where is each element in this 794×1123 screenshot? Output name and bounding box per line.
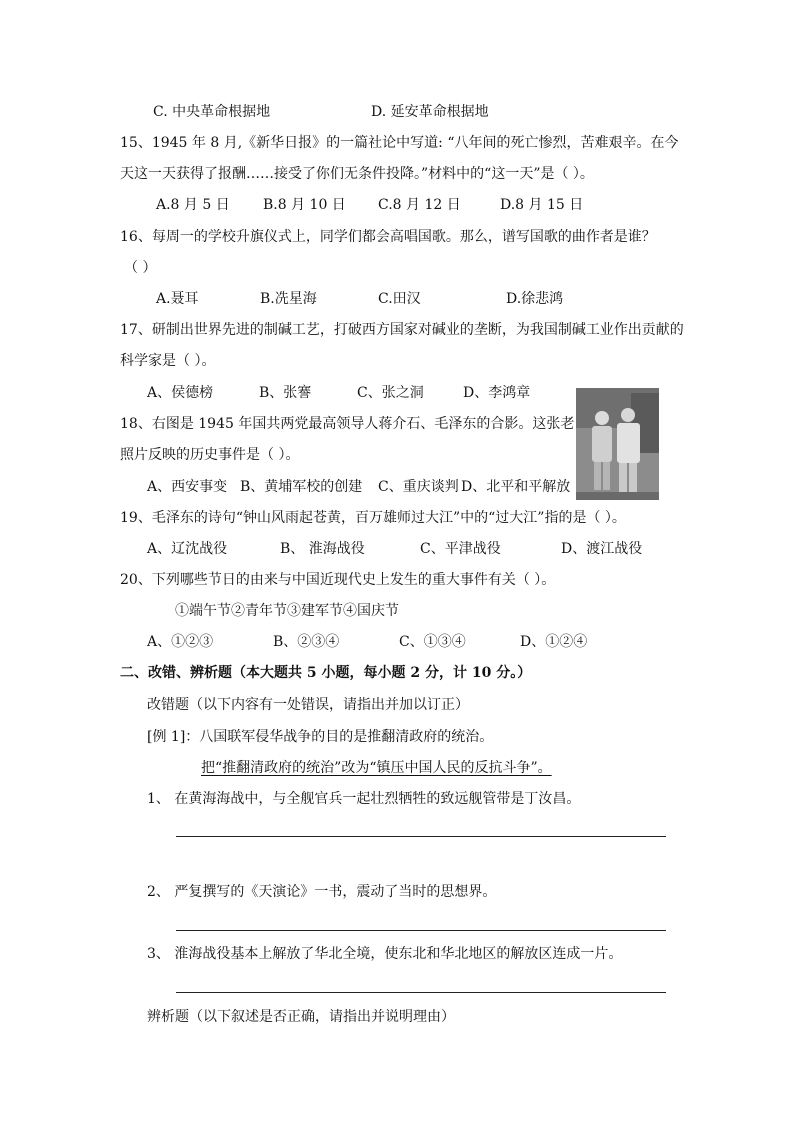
q16-option-d: D.徐悲鸿 <box>506 291 564 307</box>
correction-item-1: 1、 在黄海海战中，与全舰官兵一起壮烈牺牲的致远舰管带是丁汝昌。 <box>147 791 581 807</box>
q17-option-b: B、张謇 <box>259 385 312 401</box>
q17-stem-line2: 科学家是（ ）。 <box>120 353 216 369</box>
q15-stem-line2: 天这一天获得了报酬……接受了你们无条件投降。”材料中的“这一天”是（ ）。 <box>120 166 594 182</box>
q18-option-b: B、黄埔军校的创建 <box>240 479 363 495</box>
q20-items: ①端午节②青年节③建军节④国庆节 <box>175 603 399 619</box>
q14-option-d: D. 延安革命根据地 <box>371 104 489 120</box>
q16-option-a: A.聂耳 <box>156 291 199 307</box>
section2-title: 二、改错、辨析题（本大题共 5 小题，每小题 2 分，计 10 分。） <box>120 665 532 681</box>
q15-option-c: C.8 月 12 日 <box>378 197 461 213</box>
answer-line-2[interactable] <box>176 930 666 931</box>
q19-stem-line1: 19、毛泽东的诗句“钟山风雨起苍黄，百万雄师过大江”中的“过大江”指的是（ ）。 <box>120 510 626 526</box>
q15-option-d: D.8 月 15 日 <box>500 197 584 213</box>
analysis-intro: 辨析题（以下叙述是否正确，请指出并说明理由） <box>147 1009 455 1025</box>
q18-stem-line1: 18、右图是 1945 年国共两党最高领导人蒋介石、毛泽东的合影。这张老 <box>120 416 575 432</box>
correction-item-2: 2、 严复撰写的《天演论》一书，震动了当时的思想界。 <box>147 884 497 900</box>
q16-option-b: B.冼星海 <box>260 291 317 307</box>
q15-option-a: A.8 月 5 日 <box>156 197 230 213</box>
q17-option-d: D、李鸿章 <box>463 385 531 401</box>
q15-stem-line1: 15、1945 年 8 月,《新华日报》的一篇社论中写道: “八年间的死亡惨烈，苦难艰辛。在今 <box>120 135 679 151</box>
q16-stem-line1: 16、每周一的学校升旗仪式上，同学们都会高唱国歌。那么，谱写国歌的曲作者是谁？ <box>120 229 656 245</box>
q14-option-c: C. 中央革命根据地 <box>153 104 271 120</box>
q16-option-c: C.田汉 <box>378 291 421 307</box>
q20-option-c: C、①③④ <box>399 634 466 650</box>
historical-photo <box>576 388 659 500</box>
q19-option-d: D、渡江战役 <box>561 541 643 557</box>
q20-option-d: D、①②④ <box>520 634 588 650</box>
q18-option-d: D、北平和平解放 <box>461 479 571 495</box>
correction-item-3: 3、 淮海战役基本上解放了华北全境，使东北和华北地区的解放区连成一片。 <box>147 946 623 962</box>
q18-option-c: C、重庆谈判 <box>378 479 459 495</box>
example-statement: [例 1]：八国联军侵华战争的目的是推翻清政府的统治。 <box>147 729 494 745</box>
q20-option-b: B、②③④ <box>273 634 340 650</box>
photo-illustration <box>576 388 659 500</box>
q18-stem-line2: 照片反映的历史事件是（ ）。 <box>120 447 300 463</box>
q18-option-a: A、西安事变 <box>147 479 228 495</box>
answer-line-3[interactable] <box>176 992 666 993</box>
q15-option-b: B.8 月 10 日 <box>263 197 346 213</box>
q17-option-c: C、张之洞 <box>357 385 424 401</box>
q17-option-a: A、侯德榜 <box>147 385 214 401</box>
q19-option-c: C、平津战役 <box>420 541 501 557</box>
q16-stem-line2: （ ） <box>124 260 157 276</box>
q20-option-a: A、①②③ <box>147 634 214 650</box>
example-correction: 把“推翻清政府的统治”改为“镇压中国人民的反抗斗争”。 <box>201 760 552 776</box>
answer-line-1[interactable] <box>176 836 666 837</box>
q19-option-b: B、 淮海战役 <box>280 541 365 557</box>
q17-stem-line1: 17、研制出世界先进的制碱工艺，打破西方国家对碱业的垄断，为我国制碱工业作出贡献的 <box>120 322 684 338</box>
correction-intro: 改错题（以下内容有一处错误，请指出并加以订正） <box>147 697 469 713</box>
q19-option-a: A、辽沈战役 <box>147 541 228 557</box>
q20-stem-line1: 20、下列哪些节日的由来与中国近现代史上发生的重大事件有关（ ）。 <box>120 572 556 588</box>
